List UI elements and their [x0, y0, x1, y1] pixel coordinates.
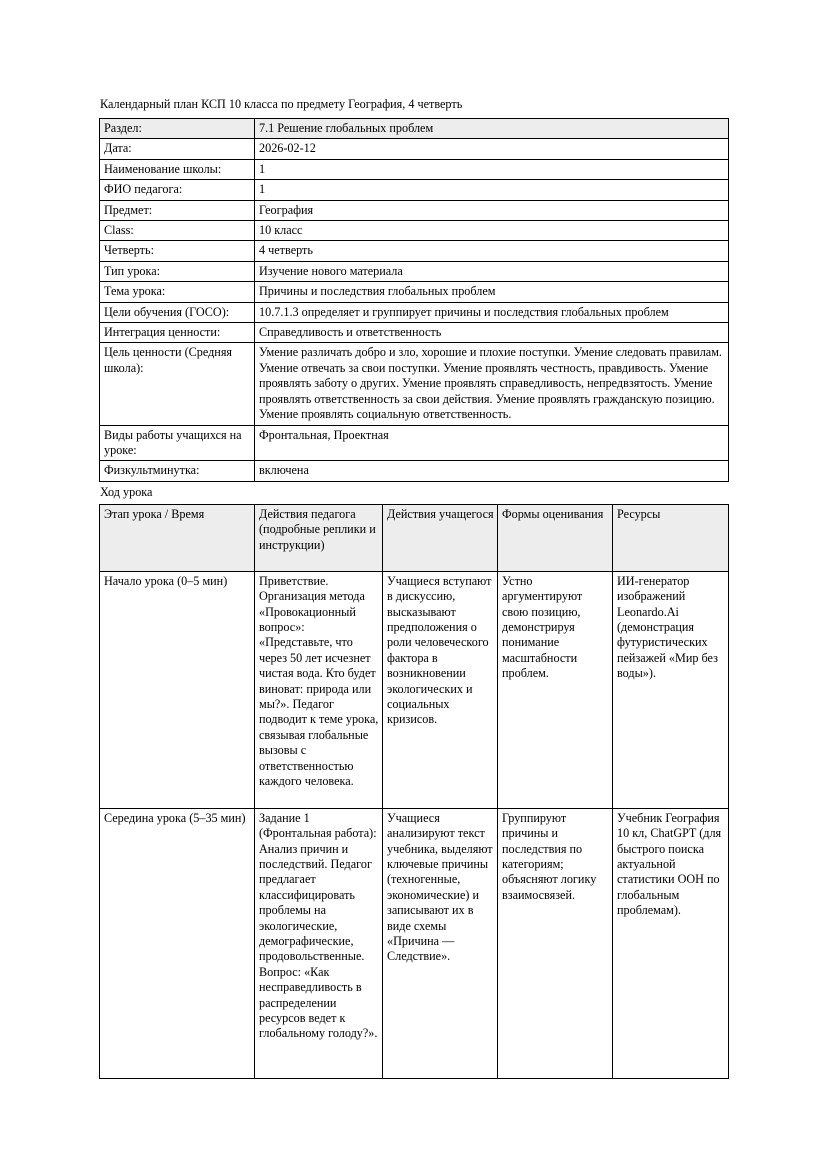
cell-resources: ИИ-генератор изображений Leonardo.Ai (демонстрация футуристических пейзажей «Мир без воды»). [613, 571, 729, 808]
info-label: Дата: [100, 139, 255, 159]
cell-student-actions: Учащиеся анализируют текст учебника, выделяют ключевые причины (техногенные, экономические) и записывают их в виде схемы «Причина — Следствие». [383, 808, 498, 1078]
info-value: Фронтальная, Проектная [255, 425, 729, 461]
lesson-flow-body [100, 571, 729, 1078]
table-header-row [100, 504, 729, 571]
page-title: Календарный план КСП 10 класса по предмету География, 4 четверть [100, 97, 463, 111]
cell-resources: Учебник География 10 кл, ChatGPT (для быстрого поиска актуальной статистики ООН по глобальным проблемам). [613, 808, 729, 1078]
info-label: Цель ценности (Средняя школа): [100, 343, 255, 425]
info-value: 4 четверть [255, 241, 729, 261]
cell-stage: Середина урока (5–35 мин) [100, 808, 255, 1078]
table-row [100, 808, 729, 1078]
cell-student-actions: Учащиеся вступают в дискуссию, высказывают предположения о роли человеческого фактора в возникновении экологических и социальных кризисов. [383, 571, 498, 808]
info-value: 7.1 Решение глобальных проблем [255, 119, 729, 139]
info-label: ФИО педагога: [100, 180, 255, 200]
info-label: Предмет: [100, 200, 255, 220]
table-row [100, 343, 729, 425]
column-header-assessment: Формы оценивания [498, 504, 613, 571]
info-label: Физкультминутка: [100, 461, 255, 481]
column-header-student-actions: Действия учащегося [383, 504, 498, 571]
table-row [100, 159, 729, 179]
info-value: Изучение нового материала [255, 261, 729, 281]
cell-assessment: Устно аргументируют свою позицию, демонстрируя понимание масштабности проблем. [498, 571, 613, 808]
info-label: Class: [100, 221, 255, 241]
info-label: Четверть: [100, 241, 255, 261]
table-row [100, 241, 729, 261]
column-header-stage: Этап урока / Время [100, 504, 255, 571]
info-label: Раздел: [100, 119, 255, 139]
info-value: Справедливость и ответственность [255, 323, 729, 343]
info-value: География [255, 200, 729, 220]
table-row [100, 323, 729, 343]
table-row [100, 461, 729, 481]
table-row [100, 282, 729, 302]
cell-teacher-actions: Задание 1 (Фронтальная работа): Анализ причин и последствий. Педагог предлагает классифицировать проблемы на экологические, демографические, продовольственные. Вопрос: «Как несправедливость в распределении ресурсов ведет к глобальному голоду?». [255, 808, 383, 1078]
section-label-lesson-flow: Ход урока [100, 484, 153, 499]
info-label: Интеграция ценности: [100, 323, 255, 343]
info-label: Виды работы учащихся на уроке: [100, 425, 255, 461]
lesson-flow-table [99, 504, 729, 1079]
lesson-info-table [99, 118, 729, 482]
table-row [100, 139, 729, 159]
table-row [100, 221, 729, 241]
table-row [100, 200, 729, 220]
table-row [100, 119, 729, 139]
info-label: Наименование школы: [100, 159, 255, 179]
column-header-teacher-actions: Действия педагога (подробные реплики и инструкции) [255, 504, 383, 571]
table-row [100, 571, 729, 808]
column-header-resources: Ресурсы [613, 504, 729, 571]
cell-teacher-actions: Приветствие. Организация метода «Провокационный вопрос»: «Представьте, что через 50 лет исчезнет чистая вода. Кто будет виноват: природа или мы?». Педагог подводит к теме урока, связывая глобальные вызовы с ответственностью каждого человека. [255, 571, 383, 808]
info-value: 10.7.1.3 определяет и группирует причины и последствия глобальных проблем [255, 302, 729, 322]
info-value: 10 класс [255, 221, 729, 241]
cell-stage: Начало урока (0–5 мин) [100, 571, 255, 808]
info-value: 1 [255, 180, 729, 200]
info-value: включена [255, 461, 729, 481]
info-label: Цели обучения (ГОСО): [100, 302, 255, 322]
info-value: 2026-02-12 [255, 139, 729, 159]
info-label: Тип урока: [100, 261, 255, 281]
cell-assessment: Группируют причины и последствия по категориям; объясняют логику взаимосвязей. [498, 808, 613, 1078]
lesson-flow-header [100, 504, 729, 571]
lesson-info-body [100, 119, 729, 482]
info-value: Умение различать добро и зло, хорошие и плохие поступки. Умение следовать правилам. Умение отвечать за свои поступки. Умение проявлять честность, правдивость. Умение проявлять заботу о других. Умение проявлять справедливость, непредвзятость. Умение проявлять ответственность за свои действия. Умение проявлять гражданскую позицию. Умение проявлять социальную ответственность. [255, 343, 729, 425]
info-label: Тема урока: [100, 282, 255, 302]
table-row [100, 302, 729, 322]
table-row [100, 261, 729, 281]
table-row [100, 180, 729, 200]
table-row [100, 425, 729, 461]
info-value: 1 [255, 159, 729, 179]
info-value: Причины и последствия глобальных проблем [255, 282, 729, 302]
